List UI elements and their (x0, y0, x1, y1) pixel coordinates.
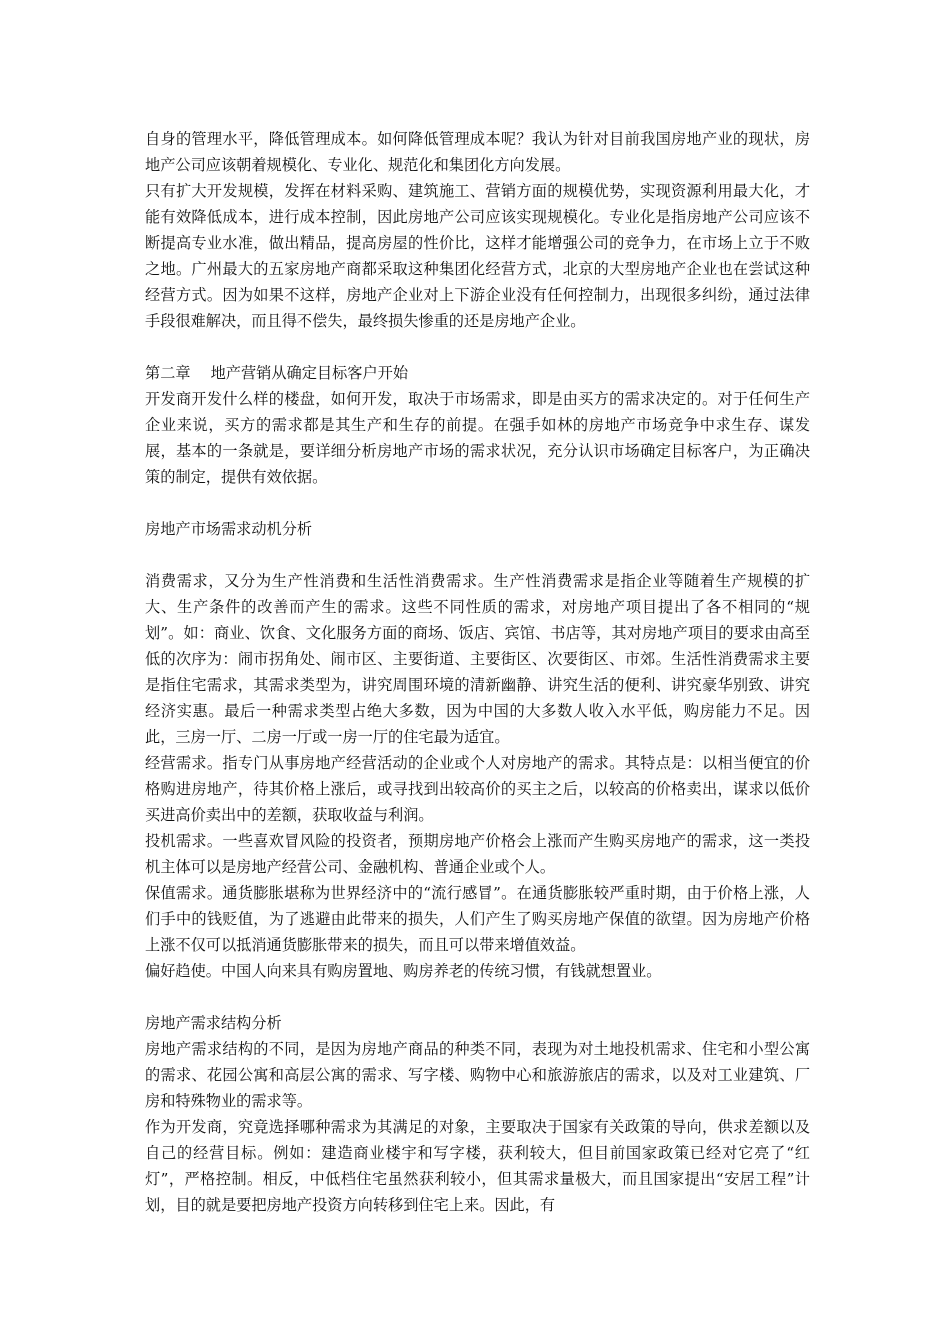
blank-line (145, 984, 810, 1010)
document-page (145, 126, 810, 1218)
paragraph: 经营需求。指专门从事房地产经营活动的企业或个人对房地产的需求。其特点是：以相当便宜的价格购进房地产，待其价格上涨后，或寻找到出较高价的买主之后，以较高的价格卖出，谋求以低价买进高价卖出中的差额，获取收益与利润。 (145, 754, 810, 824)
paragraph: 作为开发商，究竟选择哪种需求为其满足的对象，主要取决于国家有关政策的导向，供求差额以及自己的经营目标。例如：建造商业楼宇和写字楼，获利较大，但目前国家政策已经对它亮了“红灯”，严格控制。相反，中低档住宅虽然获利较小，但其需求量极大，而且国家提出“安居工程”计划，目的就是要把房地产投资方向转移到住宅上来。因此，有 (145, 1118, 810, 1214)
paragraph: 消费需求，又分为生产性消费和生活性消费需求。生产性消费需求是指企业等随着生产规模的扩大、生产条件的改善而产生的需求。这些不同性质的需求，对房地产项目提出了各不相同的“规划”。如：商业、饮食、文化服务方面的商场、饭店、宾馆、书店等，其对房地产项目的要求由高至低的次序为：闹市拐角处、闹市区、主要街道、主要街区、次要街区、市郊。生活性消费需求主要是指住宅需求，其需求类型为，讲究周围环境的清新幽静、讲究生活的便利、讲究豪华别致、讲究经济实惠。最后一种需求类型占绝大多数，因为中国的大多数人收入水平低，购房能力不足。因此，三房一厅、二房一厅或一房一厅的住宅最为适宜。 (145, 572, 810, 746)
paragraph: 开发商开发什么样的楼盘，如何开发，取决于市场需求，即是由买方的需求决定的。对于任何生产企业来说，买方的需求都是其生产和生存的前提。在强手如林的房地产市场竞争中求生存、谋发展，基本的一条就是，要详细分析房地产市场的需求状况，充分认识市场确定目标客户，为正确决策的制定，提供有效依据。 (145, 390, 810, 486)
blank-line (145, 490, 810, 516)
blank-line (145, 542, 810, 568)
paragraph: 自身的管理水平，降低管理成本。如何降低管理成本呢？我认为针对目前我国房地产业的现状，房地产公司应该朝着规模化、专业化、规范化和集团化方向发展。 (145, 130, 810, 174)
chapter-heading: 第二章 地产营销从确定目标客户开始 (145, 364, 409, 382)
paragraph: 偏好趋使。中国人向来具有购房置地、购房养老的传统习惯，有钱就想置业。 (145, 962, 662, 980)
paragraph: 投机需求。一些喜欢冒风险的投资者，预期房地产价格会上涨而产生购买房地产的需求，这一类投机主体可以是房地产经营公司、金融机构、普通企业或个人。 (145, 832, 810, 876)
paragraph: 只有扩大开发规模，发挥在材料采购、建筑施工、营销方面的规模优势，实现资源利用最大化，才能有效降低成本，进行成本控制，因此房地产公司应该实现规模化。专业化是指房地产公司应该不断提高专业水准，做出精品，提高房屋的性价比，这样才能增强公司的竞争力，在市场上立于不败之地。广州最大的五家房地产商都采取这种集团化经营方式，北京的大型房地产企业也在尝试这种经营方式。因为如果不这样，房地产企业对上下游企业没有任何控制力，出现很多纠纷，通过法律手段很难解决，而且得不偿失，最终损失惨重的还是房地产企业。 (145, 182, 810, 330)
section-heading: 房地产需求结构分析 (145, 1014, 282, 1032)
paragraph: 房地产需求结构的不同，是因为房地产商品的种类不同，表现为对土地投机需求、住宅和小型公寓的需求、花园公寓和高层公寓的需求、写字楼、购物中心和旅游旅店的需求，以及对工业建筑、厂房和特殊物业的需求等。 (145, 1040, 810, 1110)
blank-line (145, 334, 810, 360)
paragraph: 保值需求。通货膨胀堪称为世界经济中的“流行感冒”。在通货膨胀较严重时期，由于价格上涨，人们手中的钱贬值，为了逃避由此带来的损失，人们产生了购买房地产保值的欲望。因为房地产价格上涨不仅可以抵消通货膨胀带来的损失，而且可以带来增值效益。 (145, 884, 810, 954)
section-heading: 房地产市场需求动机分析 (145, 520, 313, 538)
